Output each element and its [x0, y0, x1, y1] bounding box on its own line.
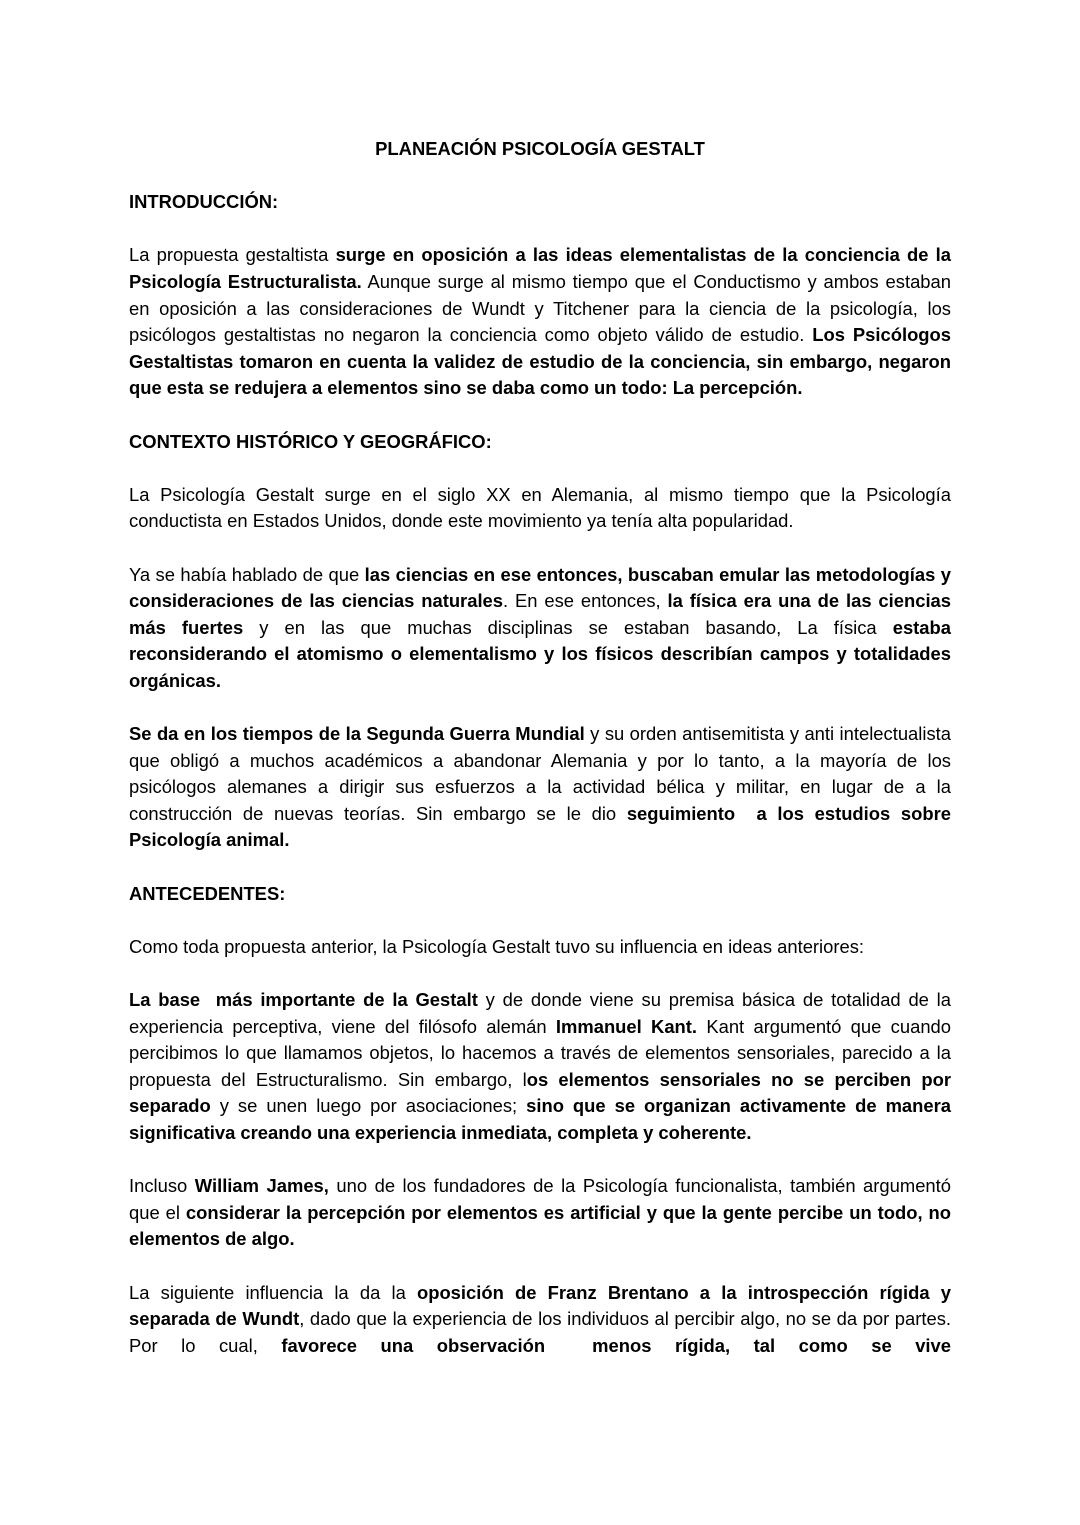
bold-text-run: seguimiento a los estudios sobre Psicología animal.	[129, 802, 951, 851]
bold-text-run: CONTEXTO HISTÓRICO Y GEOGRÁFICO:	[129, 430, 492, 452]
document-title: PLANEACIÓN PSICOLOGÍA GESTALT	[375, 138, 705, 159]
document-body	[129, 189, 951, 1359]
paragraph-9	[129, 987, 951, 1147]
text-run: y se unen luego por asociaciones;	[210, 1095, 527, 1117]
text-run: Incluso	[129, 1175, 195, 1197]
bold-text-run: oposición de Franz Brentano a la introspección rígida y separada de Wundt	[129, 1281, 951, 1330]
heading-7	[129, 881, 951, 908]
bold-text-run: William James,	[194, 1175, 329, 1197]
bold-text-run: las ciencias en ese entonces, buscaban emular las metodologías y consideraciones de las ciencias naturales	[129, 563, 951, 612]
text-run: y su orden antisemitista y anti intelectualista que obligó a muchos académicos a abandonar Alemania y por lo tanto, a la mayoría de los psicólogos alemanes a dirigir sus esfuerzos a la actividad bélica y militar, en lugar de a la construcción de nuevas teorías. Sin embargo se le dio	[129, 723, 951, 824]
paragraph-10	[129, 1173, 951, 1253]
text-run: y en las que muchas disciplinas se estaban basando, La física	[243, 616, 893, 638]
bold-text-run: surge en oposición a las ideas elementalistas de la conciencia de la Psicología Estructuralista.	[129, 244, 951, 292]
bold-text-run: INTRODUCCIÓN:	[129, 191, 279, 213]
text-run: uno de los fundadores de la Psicología funcionalista, también argumentó que el	[129, 1175, 951, 1223]
text-run: Como toda propuesta anterior, la Psicología Gestalt tuvo su influencia en ideas anteriores:	[129, 935, 865, 957]
text-run: Kant argumentó que cuando percibimos lo que llamamos objetos, lo hacemos a través de elementos sensoriales, parecido a la propuesta del Estructuralismo. Sin embargo, l	[129, 1015, 951, 1090]
paragraph-4	[129, 482, 951, 535]
bold-text-run: Se da en los tiempos de la Segunda Guerra Mundial	[129, 723, 585, 745]
paragraph-5	[129, 562, 951, 695]
bold-text-run: estaba reconsiderando el atomismo o elementalismo y los físicos describían campos y totalidades orgánicas.	[129, 616, 951, 691]
paragraph-8	[129, 934, 951, 961]
text-run: La propuesta gestaltista	[129, 244, 336, 266]
bold-text-run: la física era una de las ciencias más fuertes	[129, 590, 952, 638]
paragraph-11	[129, 1280, 951, 1360]
bold-text-run: os elementos sensoriales no se perciben por separado	[129, 1068, 951, 1117]
bold-text-run: La base más importante de la Gestalt	[129, 989, 478, 1010]
paragraph-6	[129, 721, 951, 854]
text-run: La Psicología Gestalt surge en el siglo XX en Alemania, al mismo tiempo que la Psicología conductista en Estados Unidos, donde este movimiento ya tenía alta popularidad.	[129, 483, 951, 532]
bold-text-run: Los Psicólogos Gestaltistas tomaron en cuenta la validez de estudio de la conciencia, sin embargo, negaron que esta se redujera a elementos sino se daba como un todo: La percepción.	[129, 324, 951, 399]
heading-3	[129, 429, 951, 456]
bold-text-run: sino que se organizan activamente de manera significativa creando una experiencia inmediata, completa y coherente.	[129, 1095, 951, 1143]
text-run: , dado que la experiencia de los individuos al percibir algo, no se da por partes. Por lo cual,	[129, 1308, 952, 1356]
text-run: Ya se había hablado de que	[129, 563, 365, 585]
bold-text-run: favorece una observación menos rígida, tal como se vive	[281, 1334, 951, 1356]
paragraph-2	[129, 242, 951, 402]
bold-text-run: considerar la percepción por elementos es artificial y que la gente percibe un todo, no elementos de algo.	[129, 1201, 951, 1250]
bold-text-run: Immanuel Kant.	[555, 1015, 698, 1037]
text-run: La siguiente influencia la da la	[129, 1281, 417, 1303]
text-run: y de donde viene su premisa básica de totalidad de la experiencia perceptiva, viene del filósofo alemán	[129, 989, 951, 1037]
heading-1	[129, 189, 951, 216]
text-run: . En ese entonces,	[503, 590, 668, 612]
bold-text-run: ANTECEDENTES:	[129, 882, 286, 904]
text-run: Aunque surge al mismo tiempo que el Conductismo y ambos estaban en oposición a las consideraciones de Wundt y Titchener para la ciencia de la psicología, los psicólogos gestaltistas no negaron la conciencia como objeto válido de estudio.	[129, 270, 951, 346]
